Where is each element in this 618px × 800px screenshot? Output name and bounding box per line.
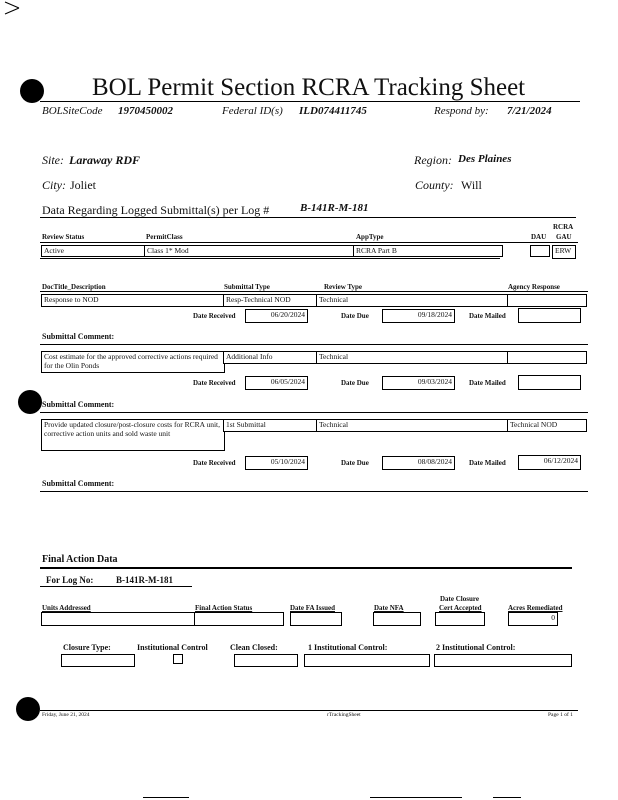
col-app-type: AppType <box>356 233 384 241</box>
submittal-2-type: Additional Info <box>223 351 318 364</box>
gau-value: ERW <box>552 245 576 259</box>
submittal-comment-label-1: Submittal Comment: <box>42 332 115 341</box>
closure-type-field <box>61 654 135 667</box>
submittal-3-date-due-label: Date Due <box>341 459 369 467</box>
col-final-action-status: Final Action Status <box>195 604 253 612</box>
date-nfa-field <box>373 612 421 626</box>
respond-by-label: Respond by: <box>434 105 489 117</box>
submittal-3-agency-response: Technical NOD <box>507 419 587 432</box>
comment-rule-2 <box>40 412 588 413</box>
submittal-1-agency-response <box>507 294 587 307</box>
col-gau: GAU <box>556 233 572 241</box>
submittal-1-date-mailed-label: Date Mailed <box>469 312 506 320</box>
col-review-status: Review Status <box>42 233 85 241</box>
log-rule <box>40 217 576 218</box>
submittal-comment-label-3: Submittal Comment: <box>42 479 115 488</box>
app-type-value: RCRA Part B <box>353 245 503 257</box>
region: Des Plaines <box>458 153 512 165</box>
institutional-control-checkbox[interactable] <box>173 654 183 664</box>
bottom-mark <box>493 797 521 798</box>
punch-hole <box>20 79 44 103</box>
submittal-2-review-type: Technical <box>316 351 509 364</box>
submittal-1-type: Resp-Technical NOD <box>223 294 318 307</box>
col-date-nfa: Date NFA <box>374 604 404 612</box>
footer-page: Page 1 of 1 <box>548 712 573 718</box>
submittal-1-description: Response to NOD <box>41 294 225 307</box>
site-name: Laraway RDF <box>69 153 141 167</box>
for-log-label: For Log No: <box>46 575 94 585</box>
submittal-2-date-mailed <box>518 375 581 390</box>
site-label: Site: <box>42 153 64 167</box>
footer-date: Friday, June 21, 2024 <box>42 712 90 718</box>
final-action-rule <box>40 567 572 569</box>
bottom-mark <box>143 797 189 798</box>
submittal-2-description: Cost estimate for the approved corrective actions required for the Olin Ponds <box>41 351 225 373</box>
review-status-value: Active <box>41 245 145 257</box>
submittals-header-rule <box>40 291 588 292</box>
region-label: Region: <box>414 153 452 167</box>
for-log-number: B-141R-M-181 <box>116 575 173 585</box>
col-dau: DAU <box>531 233 547 241</box>
county-label: County: <box>415 178 454 192</box>
footer-rule <box>40 710 578 711</box>
col-acres-remediated: Acres Remediated <box>508 604 563 612</box>
respond-by: 7/21/2024 <box>507 105 552 117</box>
dau-value <box>530 245 550 257</box>
col-units-addressed: Units Addressed <box>42 604 91 612</box>
status-row-rule <box>40 258 500 259</box>
submittal-2-agency-response <box>507 351 587 364</box>
site-code-label: BOLSiteCode <box>42 105 103 117</box>
closure-type-label: Closure Type: <box>63 643 111 652</box>
submittal-3-review-type: Technical <box>316 419 509 432</box>
comment-rule-3 <box>40 491 588 492</box>
submittal-comment-label-2: Submittal Comment: <box>42 400 115 409</box>
title-rule <box>40 101 580 102</box>
clean-closed-field <box>234 654 298 667</box>
log-label: Data Regarding Logged Submittal(s) per Log # <box>42 203 270 217</box>
col-agency-response: Agency Response <box>508 283 560 291</box>
clean-closed-label: Clean Closed: <box>230 643 278 652</box>
date-fa-issued-field <box>290 612 342 626</box>
submittal-3-description: Provide updated closure/post-closure costs for RCRA unit, corrective action units and sold waste unit <box>41 419 225 451</box>
col-cert-accepted: Cert Accepted <box>439 604 482 612</box>
footer-center: rTrackingSheet <box>327 712 361 718</box>
submittal-1-review-type: Technical <box>316 294 509 307</box>
col-permit-class: PermitClass <box>146 233 183 241</box>
federal-id-label: Federal ID(s) <box>222 105 283 117</box>
institutional-control-2-field <box>434 654 572 667</box>
submittal-1-date-mailed <box>518 308 581 323</box>
submittal-2-date-received-label: Date Received <box>193 379 236 387</box>
date-closure-label: Date Closure <box>440 595 479 603</box>
federal-id: ILD074411745 <box>299 105 367 117</box>
submittal-2-date-received: 06/05/2024 <box>245 376 308 390</box>
cert-accepted-field <box>435 612 485 626</box>
units-addressed-field <box>41 612 195 626</box>
punch-hole <box>18 390 42 414</box>
final-action-status-field <box>194 612 284 626</box>
status-header-rule <box>40 242 578 243</box>
submittal-1-date-received: 06/20/2024 <box>245 309 308 323</box>
final-action-heading: Final Action Data <box>42 554 118 565</box>
county: Will <box>461 178 482 192</box>
submittal-1-date-due-label: Date Due <box>341 312 369 320</box>
submittal-2-date-due: 09/03/2024 <box>382 376 455 390</box>
submittal-2-date-due-label: Date Due <box>341 379 369 387</box>
submittal-3-date-due: 08/08/2024 <box>382 456 455 470</box>
institutional-control-1-field <box>304 654 430 667</box>
acres-remediated-field: 0 <box>508 612 558 626</box>
institutional-control-label: Institutional Control <box>137 643 208 652</box>
comment-rule-1 <box>40 344 588 345</box>
submittal-3-date-mailed: 06/12/2024 <box>518 455 581 470</box>
site-code: 1970450002 <box>118 105 173 117</box>
city: Joliet <box>70 178 96 192</box>
submittal-2-date-mailed-label: Date Mailed <box>469 379 506 387</box>
col-submittal-type: Submittal Type <box>224 283 270 291</box>
corner-mark <box>2 0 22 18</box>
page-title: BOL Permit Section RCRA Tracking Sheet <box>92 74 526 101</box>
submittal-1-date-due: 09/18/2024 <box>382 309 455 323</box>
rcra-label: RCRA <box>553 223 574 231</box>
punch-hole <box>16 697 40 721</box>
submittal-3-date-received-label: Date Received <box>193 459 236 467</box>
submittal-3-date-mailed-label: Date Mailed <box>469 459 506 467</box>
submittal-1-date-received-label: Date Received <box>193 312 236 320</box>
col-review-type: Review Type <box>324 283 363 291</box>
submittal-3-date-received: 05/10/2024 <box>245 456 308 470</box>
city-label: City: <box>42 178 66 192</box>
col-date-fa-issued: Date FA Issued <box>290 604 335 612</box>
for-log-rule <box>40 586 192 587</box>
institutional-control-2-label: 2 Institutional Control: <box>436 643 516 652</box>
institutional-control-1-label: 1 Institutional Control: <box>308 643 388 652</box>
log-number: B-141R-M-181 <box>300 202 369 214</box>
col-doc-title: DocTitle_Description <box>42 283 106 291</box>
bottom-mark <box>370 797 462 798</box>
permit-class-value: Class 1* Mod <box>144 245 354 257</box>
submittal-3-type: 1st Submittal <box>223 419 318 432</box>
